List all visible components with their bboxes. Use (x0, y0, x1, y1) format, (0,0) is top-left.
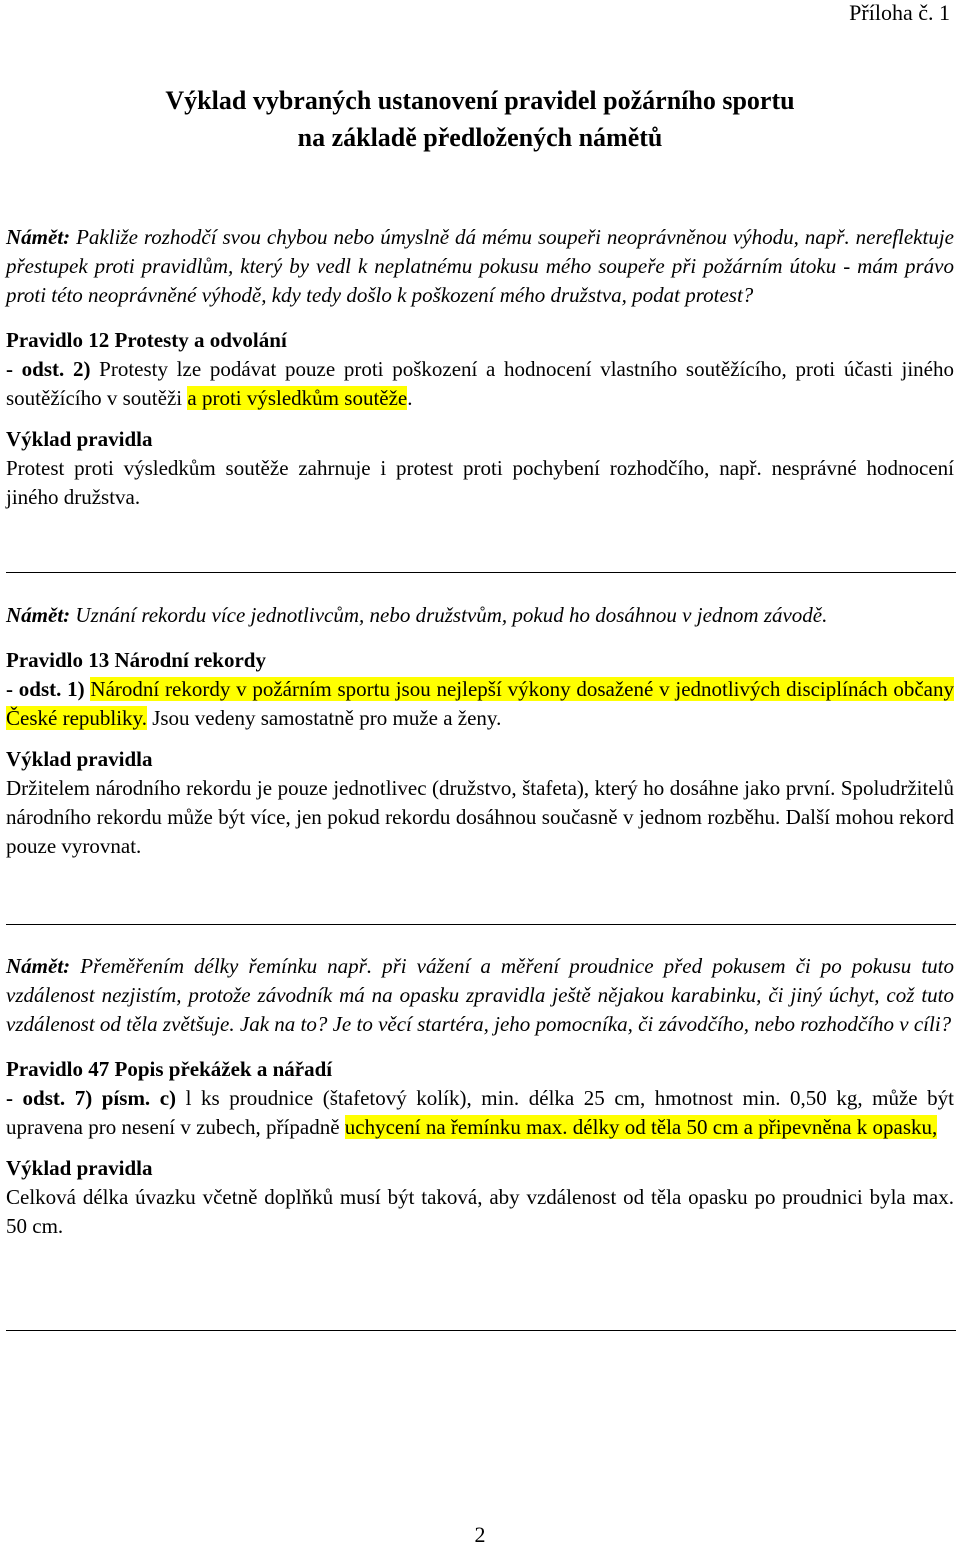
explanation-text: Protest proti výsledkům soutěže zahrnuje i protest proti pochybení rozhodčího, např. nesprávné hodnocení jiného družstva. (6, 456, 954, 509)
explanation-text: Celková délka úvazku včetně doplňků musí být taková, aby vzdálenost od těla opasku po proudnici byla max. 50 cm. (6, 1185, 954, 1238)
rule-text-tail: Jsou vedeny samostatně pro muže a ženy. (146, 706, 502, 730)
title-line-2: na základě předložených námětů (297, 123, 663, 152)
rule-title: Pravidlo 47 Popis překážek a nářadí (6, 1057, 333, 1081)
rule-title: Pravidlo 12 Protesty a odvolání (6, 328, 287, 352)
section-protests (6, 223, 954, 512)
document-title (0, 82, 960, 156)
topic-label: Námět: (6, 954, 71, 978)
section-records (6, 601, 954, 861)
rule-ref: - odst. 7) písm. c) (6, 1086, 177, 1110)
explanation-title: Výklad pravidla (6, 1156, 153, 1180)
rule-text: Protesty lze podávat pouze proti poškození a hodnocení vlastního soutěžícího, proti účasti jiného soutěžícího v soutěži (6, 357, 954, 410)
section-divider (6, 924, 956, 925)
topic-label: Námět: (6, 225, 71, 249)
page-number: 2 (474, 1522, 486, 1547)
rule-paragraph (6, 675, 954, 733)
rule-ref: - odst. 2) (6, 357, 91, 381)
rule-text: l ks proudnice (štafetový kolík), min. délka 25 cm, hmotnost min. 0,50 kg, může být upravena pro nesení v zubech, případně (6, 1086, 954, 1139)
explanation-text: Držitelem národního rekordu je pouze jednotlivec (družstvo, štafeta), který ho dosáhne jako první. Spoludržitelů národního rekordu může být více, jen pokud rekordu dosáhnou současně v jednom rozběhu. Další mohou rekord pouze vyrovnat. (6, 776, 954, 858)
rule-text-highlight: a proti výsledkům soutěže (187, 386, 408, 410)
title-line-1: Výklad vybraných ustanovení pravidel požárního sportu (165, 86, 795, 115)
topic-text: Přeměřením délky řemínku např. při vážení a měření proudnice před pokusem či po pokusu tuto vzdálenost nezjistím, protože závodník má na opasku zpravidla ještě nějakou karabinku, či jiný úchyt, což tuto vzdálenost od těla zvětšuje. Jak na to? Je to věcí startéra, jeho pomocníka, či závodčího, nebo rozhodčího v cíli? (6, 954, 954, 1036)
rule-paragraph (6, 355, 954, 413)
topic-label: Námět: (6, 603, 71, 627)
rule-ref: - odst. 1) (6, 677, 85, 701)
annex-label: Příloha č. 1 (849, 0, 950, 25)
section-equipment (6, 952, 954, 1241)
topic-paragraph (6, 952, 954, 1039)
section-divider (6, 1330, 956, 1331)
explanation-title: Výklad pravidla (6, 427, 153, 451)
topic-text: Uznání rekordu více jednotlivcům, nebo družstvům, pokud ho dosáhnou v jednom závodě. (75, 603, 828, 627)
rule-text-tail: . (407, 386, 413, 410)
topic-paragraph (6, 223, 954, 310)
rule-text-highlight: uchycení na řemínku max. délky od těla 50 cm a připevněna k opasku, (344, 1115, 938, 1139)
topic-paragraph (6, 601, 954, 630)
rule-title: Pravidlo 13 Národní rekordy (6, 648, 266, 672)
rule-paragraph (6, 1084, 954, 1142)
explanation-title: Výklad pravidla (6, 747, 153, 771)
rule-text-highlight: Národní rekordy v požárním sportu jsou nejlepší výkony dosažené v jednotlivých disciplínách občany České republiky. (6, 677, 954, 730)
section-divider (6, 572, 956, 573)
topic-text: Pakliže rozhodčí svou chybou nebo úmyslně dá mému soupeři neoprávněnou výhodu, např. nereflektuje přestupek proti pravidlům, který by vedl k neplatnému pokusu mého soupeře při požárním útoku - mám právo proti této neoprávněné výhodě, kdy tedy došlo k poškození mého družstva, podat protest? (6, 225, 954, 307)
